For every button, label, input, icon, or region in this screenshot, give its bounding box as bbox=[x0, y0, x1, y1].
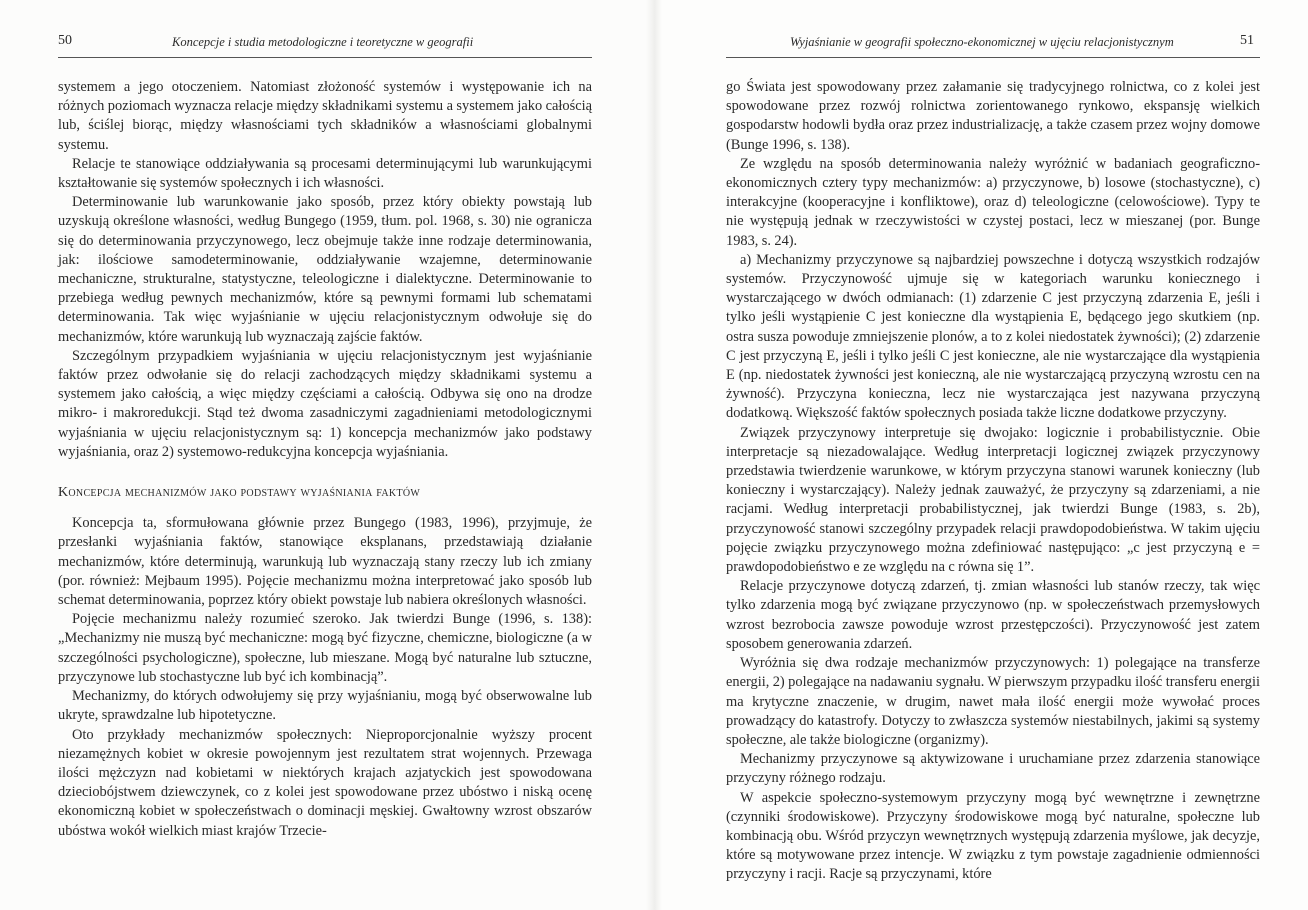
paragraph: Związek przyczynowy interpretuje się dwojako: logicznie i probabilistycznie. Obie interpretacje są niezadowalające. Według interpretacji logicznej związek przyczynowy przedstawia twierdzenie warunkowe, w którym przyczyna stanowi warunek konieczny (lub konieczny i wystarczający). Należy jednak zauważyć, że przyczyny są zdarzeniami, a nie racjami. Według interpretacji probabilistycznej, jak twierdzi Bunge (1983, s. 2b), przyczynowość stanowi szczególny przypadek relacji prawdopodobieństwa. W takim ujęciu pojęcie związku przyczynowego można zdefiniować następująco: „c jest przyczyną e = prawdopodobieństwo e ze względu na c równa się 1”. bbox=[726, 424, 1260, 576]
page-number: 51 bbox=[1240, 33, 1254, 48]
paragraph: a) Mechanizmy przyczynowe są najbardziej powszechne i dotyczą wszystkich rodzajów systemów. Przyczynowość ujmuje się w kategoriach warunku koniecznego i wystarczającego w dwóch odmianach: (1) zdarzenie C jest przyczyną zdarzenia E, jeśli i tylko jeśli wystąpienie C jest konieczne dla wystąpienia E, będącego jego skutkiem (np. ostra susza powoduje zmniejszenie plonów, a to z kolei niedostatek żywności); (2) zdarzenie C jest przyczyną E, jeśli i tylko jeśli C jest konieczne, ale nie wystarczające dla wystąpienia E (np. niedostatek żywności jest konieczną, ale nie wystarczającą przyczyną wzrostu cen na żywność). Przyczyna konieczna, lecz nie wystarczająca jest nazywana przyczyną dodatkową. Większość faktów społecznych posiada także liczne dodatkowe przyczyny. bbox=[726, 251, 1260, 422]
paragraph: W aspekcie społeczno-systemowym przyczyny mogą być wewnętrzne i zewnętrzne (czynniki środowiskowe). Przyczyny środowiskowe mogą być naturalne, społeczne lub kombinacją obu. Wśród przyczyn wewnętrznych występują zdarzenia myślowe, jak decyzje, które są motywowane przez intencje. W związku z tym powstaje zagadnienie odmienności przyczyny i racji. Racje są przyczynami, które bbox=[726, 789, 1260, 883]
header-rule bbox=[726, 57, 1260, 58]
paragraph: go Świata jest spowodowany przez załamanie się tradycyjnego rolnictwa, co z kolei jest spowodowane przez rozwój rolnictwa zorientowanego rynkowo, ekspansję wielkich gospodarstw hodowli bydła oraz przez industrializację, a także czasem przez wojny domowe (Bunge 1996, s. 138). bbox=[726, 79, 1260, 153]
paragraph: Relacje te stanowiące oddziaływania są procesami determinującymi lub warunkującymi kształtowanie się systemów społecznych i ich własności. bbox=[58, 155, 592, 192]
paragraph: Wyróżnia się dwa rodzaje mechanizmów przyczynowych: 1) polegające na transferze energii, 2) polegające na nadawaniu sygnału. W pierwszym przypadku ilość transferu energii ma krytyczne znaczenie, w drugim, nawet mała ilość energii może wywołać proces prowadzący do katastrofy. Dotyczy to zwłaszcza systemów niestabilnych, jakimi są systemy społeczne, ale także biologiczne (organizmy). bbox=[726, 655, 1260, 748]
section-heading: Koncepcja mechanizmów jako podstawy wyjaśniania faktów bbox=[58, 485, 421, 501]
paragraph: systemem a jego otoczeniem. Natomiast złożoność systemów i występowanie ich na różnych poziomach wyznacza relacje między składnikami systemu a systemem jako całością lub, ściślej biorąc, między własnościami tych składników a własnościami globalnymi systemu. bbox=[58, 79, 592, 153]
paragraph: Determinowanie lub warunkowanie jako sposób, przez który obiekty powstają lub uzyskują określone własności, według Bungego (1959, tłum. pol. 1968, s. 30) nie ogranicza się do determinowania przyczynowego, lecz obejmuje także inne rodzaje determinowania, jak: ilościowe samodeterminowanie, oddziaływanie wzajemne, determinowanie mechaniczne, strukturalne, statystyczne, teleologiczne i dialektyczne. Determinowanie to przebiega według pewnych mechanizmów, które są pewnymi formami lub schematami determinowania. Tak więc wyjaśnianie w ujęciu relacjonistycznym odwołuje się do mechanizmów, które warunkują lub wyznaczają zajście faktów. bbox=[58, 194, 592, 345]
right-body-text bbox=[726, 78, 1260, 885]
paragraph: Mechanizmy, do których odwołujemy się przy wyjaśnianiu, mogą być obserwowalne lub ukryte, sprawdzalne lub hipotetyczne. bbox=[58, 688, 592, 724]
paragraph: Mechanizmy przyczynowe są aktywizowane i uruchamiane przez zdarzenia stanowiące przyczyny różnego rodzaju. bbox=[726, 751, 1260, 787]
right-page bbox=[654, 0, 1308, 910]
page-number: 50 bbox=[58, 33, 72, 48]
left-body-text bbox=[58, 78, 592, 841]
paragraph: Oto przykłady mechanizmów społecznych: Nieproporcjonalnie wyższy procent niezamężnych kobiet w okresie powojennym jest rezultatem strat wojennych. Przewaga ilości mężczyzn nad kobietami w niektórych krajach azjatyckich jest spowodowana dzieciobójstwem dziewczynek, co z kolei jest spowodowane przez ubóstwo i niską ocenę ekonomiczną kobiet w społeczeństwach o dominacji męskiej. Gwałtowny wzrost obszarów ubóstwa wokół wielkich miast krajów Trzecie- bbox=[58, 726, 592, 839]
header-rule bbox=[58, 57, 592, 58]
running-head: Wyjaśnianie w geografii społeczno-ekonomicznej w ujęciu relacjonistycznym bbox=[790, 35, 1174, 49]
book-gutter bbox=[646, 0, 662, 910]
paragraph: Ze względu na sposób determinowania należy wyróżnić w badaniach geograficzno-ekonomicznych cztery typy mechanizmów: a) przyczynowe, b) losowe (stochastyczne), c) interakcyjne (kooperacyjne i konfliktowe), oraz d) teleologiczne (celowościowe). Typy te nie występują jednak w rzeczywistości w czystej postaci, lecz w mieszanej (por. Bunge 1983, s. 24). bbox=[726, 155, 1260, 249]
paragraph: Pojęcie mechanizmu należy rozumieć szeroko. Jak twierdzi Bunge (1996, s. 138): „Mechanizmy nie muszą być mechaniczne: mogą być fizyczne, chemiczne, biologiczne (a w szczególności psychologiczne), społeczne, lub mieszane. Mogą być naturalne lub sztuczne, przyczynowe lub stochastyczne lub być ich kombinacją”. bbox=[58, 611, 592, 685]
paragraph: Koncepcja ta, sformułowana głównie przez Bungego (1983, 1996), przyjmuje, że przesłanki wyjaśniania faktów, stanowiące eksplanans, przedstawiają działanie mechanizmów, które determinują, warunkują lub wyznaczają stany rzeczy lub ich zmiany (por. również: Mejbaum 1995). Pojęcie mechanizmu można interpretować jako sposób lub schemat determinowania, poprzez który obiekt powstaje lub nabiera określonych własności. bbox=[58, 515, 592, 609]
paragraph: Relacje przyczynowe dotyczą zdarzeń, tj. zmian własności lub stanów rzeczy, tak więc tylko zdarzenia mogą być związane przyczynowo (np. w społeczeństwach przemysłowych wzrost bezrobocia zawsze powoduje wzrost przestępczości). Przyczynowość jest zatem sposobem generowania zdarzeń. bbox=[726, 578, 1260, 652]
running-head: Koncepcje i studia metodologiczne i teoretyczne w geografii bbox=[172, 35, 474, 49]
paragraph: Szczególnym przypadkiem wyjaśniania w ujęciu relacjonistycznym jest wyjaśnianie faktów przez odwołanie się do relacji zachodzących między składnikami systemu a systemem jako całością, a więc między częściami a całością. Odbywa się ono na drodze mikro- i makroredukcji. Stąd też dwoma zasadniczymi zagadnieniami metodologicznymi wyjaśniania w ujęciu relacjonistycznym są: 1) koncepcja mechanizmów jako podstawy wyjaśniania, oraz 2) systemowo-redukcyjna koncepcja wyjaśniania. bbox=[58, 347, 592, 460]
